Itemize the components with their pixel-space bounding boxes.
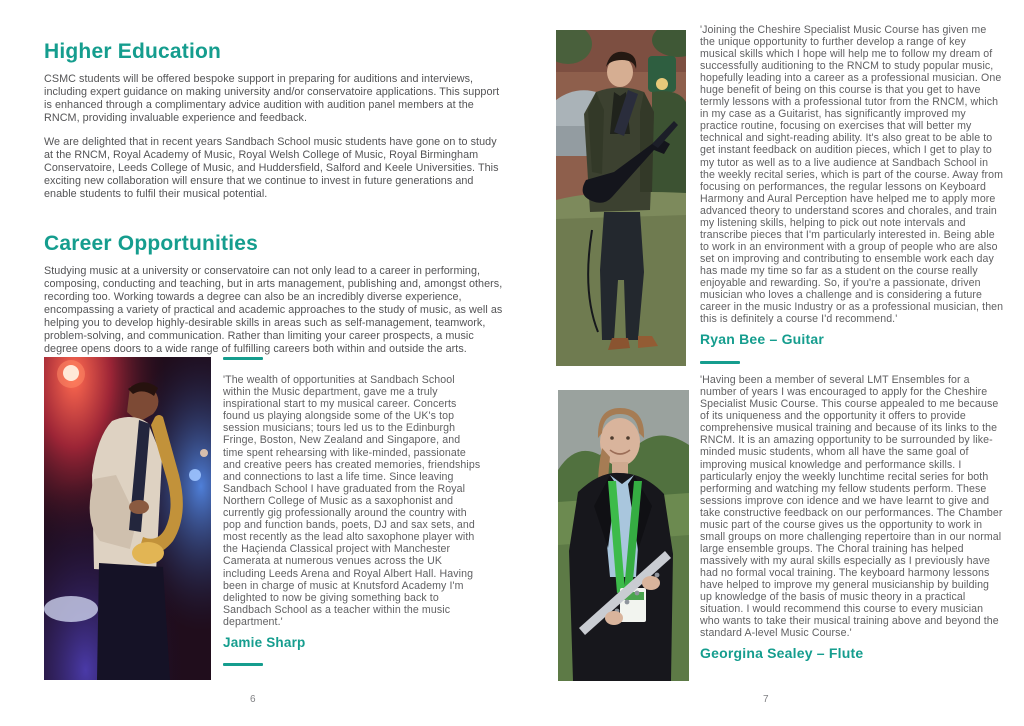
right-page-content [700, 24, 1004, 661]
jamie-sharp-quote: 'The wealth of opportunities at Sandbach School within the Music department, gave me a truly inspirational start to my musical career. Concerts found us playing alongside some of the UK's top session musicians; tours led us to the Edinburgh Fringe, Boston, New Zealand and Singapore, and time spent rehearsing with like-minded, passionate and creative peers has created memories, friendships and connections to last a life time. Since leaving Sandbach School I have graduated from the Royal Northern College of Music as a saxophonist and currently gig professionally around the country with pop and function bands, poets, DJ and sax sets, and most recently as the lead alto saxophone player with the Haçienda Classical project with Manchester Camerata at numerous venues across the UK including Leeds Arena and Royal Albert Hall. Having been in charge of music at Knutsford Academy I'm delighted to now be giving something back to Sandbach School as a teacher within the music department.' [223, 374, 481, 628]
left-testimonial-row [44, 357, 481, 680]
saxophonist-photo [44, 357, 211, 680]
higher-education-heading: Higher Education [44, 40, 222, 63]
georgina-sealey-quote: 'Having been a member of several LMT Ensembles for a number of years I was encouraged to apply for the Cheshire Specialist Music Course. This course appealed to me because of its uniqueness and the opportunity it offers to provide comprehensive musical training and because of its links to the RNCM. It is an amazing opportunity to be surrounded by like-minded music students, whom all have the same goal of improving musical knowledge and performance skills. I particularly enjoy the weekly lunchtime recital series for both performing and watching my fellow students perform. These sessions improve con idence and we have learnt to give and take constructive feedback on our performances. The Chamber music part of the course gives us the opportunity to work in small groups on more challenging repertoire than in our normal large ensemble groups. The Choral training has helped massively with my aural skills especially as I previously have had no formal vocal training. The keyboard harmony lessons have helped to improve my general musicianship by building up knowledge of the basis of music theory in a practical situation. I would recommend this course to every musician who wants to take their musical training above and beyond the standard A-level Music Course.' [700, 374, 1003, 640]
flautist-photo-illustration [558, 390, 689, 681]
higher-education-paragraph-2: We are delighted that in recent years Sandbach School music students have gone on to study at the RNCM, Royal Academy of Music, Royal Welsh College of Music, Royal Birmingham Conservatoire, Leeds College of Music, and Huddersfield, Salford and Keele Universities. This exciting new collaboration will ensure that we continue to invest in future generations and enable students to fulfil their musical potential. [44, 136, 499, 200]
georgina-sealey-attribution: Georgina Sealey – Flute [700, 645, 864, 662]
saxophonist-photo-illustration [44, 357, 211, 680]
ryan-bee-testimonial [700, 24, 1004, 347]
guitarist-photo [556, 30, 686, 366]
career-opportunities-heading: Career Opportunities [44, 232, 259, 255]
left-page-content [44, 40, 506, 367]
right-page-number: 7 [763, 694, 769, 705]
left-page-number: 6 [250, 694, 256, 705]
jamie-sharp-testimonial [223, 357, 481, 680]
higher-education-paragraph-1: CSMC students will be offered bespoke support in preparing for auditions and interviews, including expert guidance on making university and/or conservatoire applications. This support is enhanced through a complimentary advice audition with audition panel members at the RNCM, providing invaluable experience and feedback. [44, 73, 500, 124]
quote-divider [223, 663, 263, 666]
career-opportunities-section [44, 232, 506, 356]
quote-divider [223, 357, 263, 360]
flautist-photo [558, 390, 689, 681]
georgina-sealey-testimonial [700, 361, 1004, 661]
quote-divider [700, 361, 740, 364]
jamie-sharp-attribution: Jamie Sharp [223, 634, 306, 650]
ryan-bee-quote: 'Joining the Cheshire Specialist Music Course has given me the unique opportunity to further develop a range of key musical skills which I hope will help me to follow my dream of successfully auditioning to the RNCM to study popular music, hopefully leading into a career as a professional musician. One huge benefit of being on this course is that you get to have termly lessons with a professional tutor from the RNCM, which in my case as a Guitarist, has significantly improved my practice routine, focusing on exercises that will better my technical and sight-reading ability. It's also great to be able to get instant feedback on audition pieces, which I get to play to my tutor as well as to a live audience at Sandbach School in the weekly recital series, which is part of the course. Away from focusing on performances, the regular lessons on Keyboard Harmony and Aural Perception have helped me to apply more advanced theory to understand scores and chorales, and train my listening skills, helping to pick out note intervals and transcribe pieces that I'm particularly interested in. Being able to work in an environment with a group of people who are also set on improving and contributing to ensemble work each day has made my time so far as a student on the course really enjoyable and rewarding. So, if you're a passionate, driven musician who loves a challenge and is considering a future career in the music Industry or as a professional musician, then this is definitely a course I'd recommend.' [700, 24, 1004, 326]
ryan-bee-attribution: Ryan Bee – Guitar [700, 331, 824, 348]
guitarist-photo-illustration [556, 30, 686, 366]
career-opportunities-paragraph: Studying music at a university or conservatoire can not only lead to a career in performing, composing, conducting and teaching, but in arts management, publishing and, amongst others, recording too. Working towards a degree can also be an incredibly diverse experience, encompassing a variety of practical and academic approaches to the study of music, as well as helping you to develop highly-desirable skills in areas such as self-management, teamwork, problem-solving, and communication. Rather than limiting your career prospects, a music degree opens doors to a wide range of fulfilling careers both within and outside the arts. [44, 265, 503, 355]
